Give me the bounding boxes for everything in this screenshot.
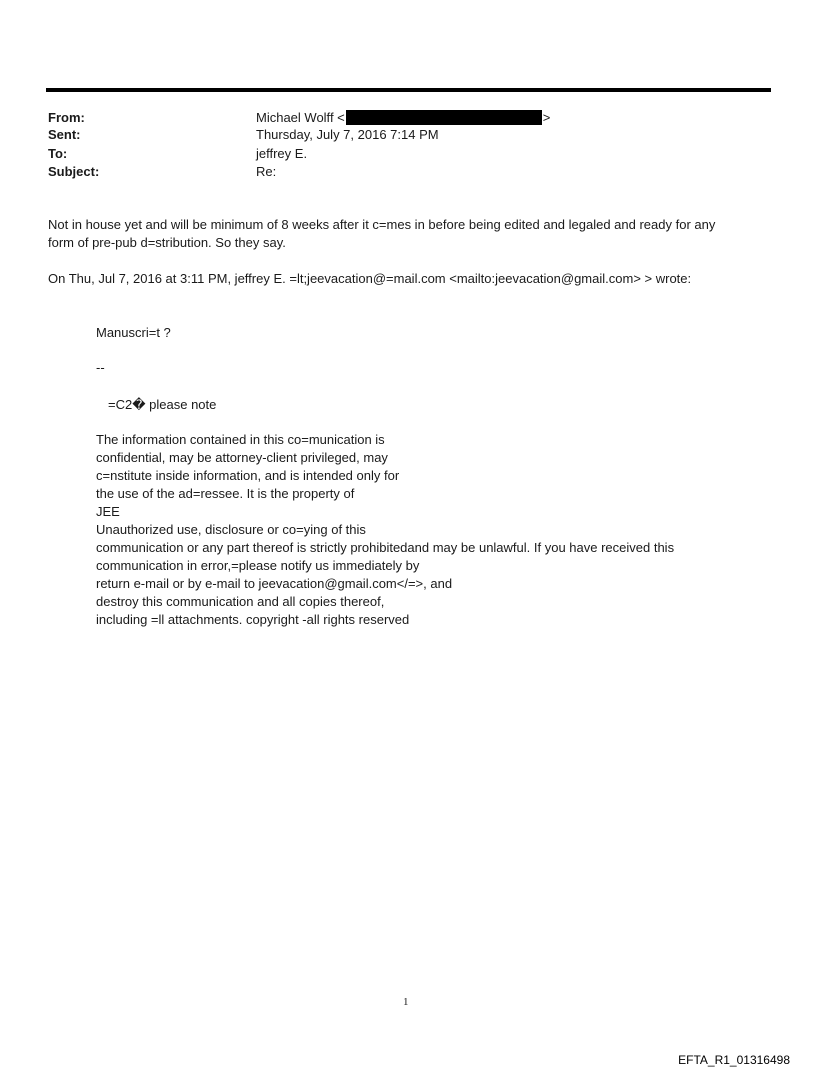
from-name: Michael Wolff < <box>256 110 345 125</box>
body-paragraph-line-1: Not in house yet and will be minimum of 8 weeks after it c=mes in before being edited and legaled and ready for any <box>48 217 716 232</box>
disclaimer-line: communication or any part thereof is strictly prohibitedand may be unlawful. If you have received this <box>96 540 675 555</box>
disclaimer-line: confidential, may be attorney-client privileged, may <box>96 450 388 465</box>
disclaimer-line: including =ll attachments. copyright -all rights reserved <box>96 612 410 627</box>
disclaimer-line: the use of the ad=ressee. It is the property of <box>96 486 355 501</box>
sent-value: Thursday, July 7, 2016 7:14 PM <box>256 127 439 142</box>
disclaimer-line: communication in error,=please notify us immediately by <box>96 558 420 573</box>
disclaimer-line: c=nstitute inside information, and is intended only for <box>96 468 400 483</box>
page-number: 1 <box>403 996 409 1008</box>
disclaimer-line: return e-mail or by e-mail to jeevacation@gmail.com</=>, and <box>96 576 453 591</box>
to-label: To: <box>48 146 68 161</box>
from-label: From: <box>48 110 85 125</box>
to-value: jeffrey E. <box>256 146 308 161</box>
disclaimer-line: The information contained in this co=munication is <box>96 432 385 447</box>
quoted-message: Manuscri=t ? <box>96 325 171 340</box>
sent-label: Sent: <box>48 127 81 142</box>
subject-value: Re: <box>256 164 277 179</box>
disclaimer-line: destroy this communication and all copies thereof, <box>96 594 385 609</box>
redaction-box <box>346 110 542 125</box>
please-note: =C2� please note <box>108 397 217 412</box>
quote-intro: On Thu, Jul 7, 2016 at 3:11 PM, jeffrey E. =lt;jeevacation@=mail.com <mailto:jeevacation@gmail.com> > wrote: <box>48 271 692 286</box>
disclaimer-line: Unauthorized use, disclosure or co=ying of this <box>96 522 366 537</box>
body-paragraph-line-2: form of pre-pub d=stribution. So they say. <box>48 235 286 250</box>
from-value <box>256 109 550 126</box>
disclaimer-line: JEE <box>96 504 120 519</box>
bates-number: EFTA_R1_01316498 <box>678 1053 790 1067</box>
disclaimer-block <box>96 431 674 629</box>
header-rule <box>46 88 771 92</box>
subject-label: Subject: <box>48 164 100 179</box>
from-close: > <box>542 110 551 125</box>
signature-separator: -- <box>96 360 105 375</box>
